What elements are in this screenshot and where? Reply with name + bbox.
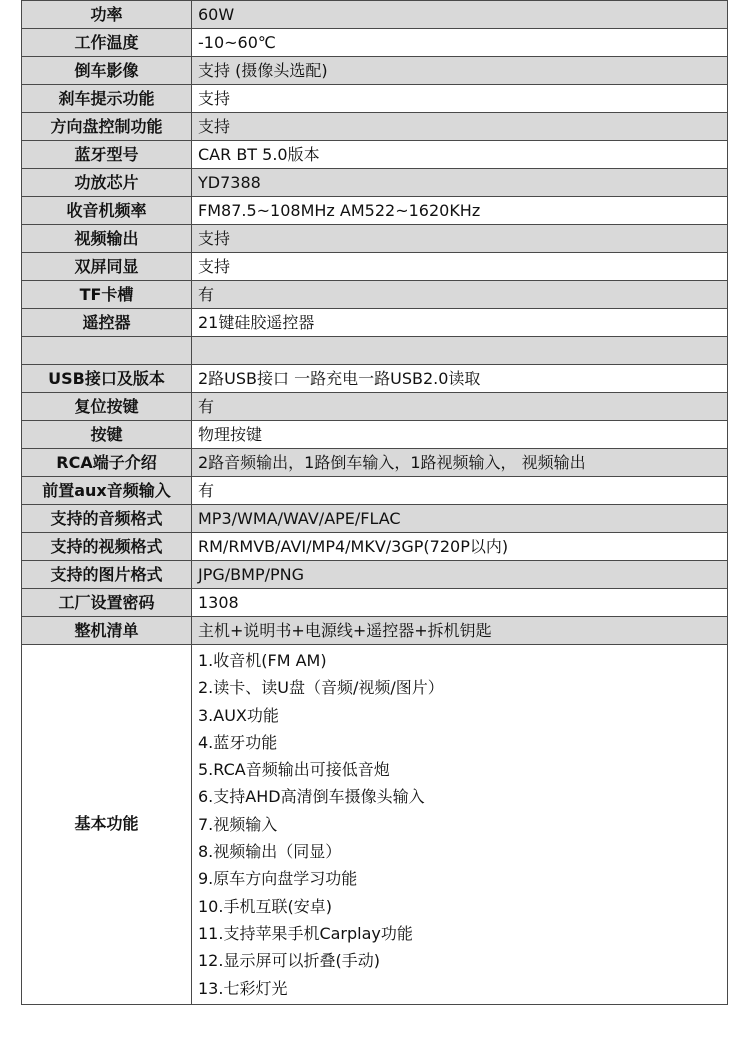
spec-row (22, 141, 728, 169)
basic-functions-list (192, 645, 728, 1005)
spec-label: 工厂设置密码 (22, 589, 192, 617)
spec-row (22, 113, 728, 141)
spec-label: 前置aux音频输入 (22, 477, 192, 505)
spec-value: 有 (192, 281, 728, 309)
spec-row (22, 337, 728, 365)
spec-label: 功放芯片 (22, 169, 192, 197)
spec-value (192, 337, 728, 365)
spec-label: 支持的音频格式 (22, 505, 192, 533)
spec-label: 视频输出 (22, 225, 192, 253)
spec-value: MP3/WMA/WAV/APE/FLAC (192, 505, 728, 533)
spec-label: 整机清单 (22, 617, 192, 645)
spec-row (22, 533, 728, 561)
spec-label: RCA端子介绍 (22, 449, 192, 477)
spec-row (22, 421, 728, 449)
spec-value: 支持 (192, 113, 728, 141)
spec-value: YD7388 (192, 169, 728, 197)
spec-row (22, 57, 728, 85)
feature-item: 4.蓝牙功能 (198, 732, 278, 752)
spec-value: 60W (192, 1, 728, 29)
spec-row (22, 365, 728, 393)
spec-label: 蓝牙型号 (22, 141, 192, 169)
spec-value: RM/RMVB/AVI/MP4/MKV/3GP(720P以内) (192, 533, 728, 561)
spec-row (22, 281, 728, 309)
basic-functions-label: 基本功能 (22, 645, 192, 1005)
spec-label: 支持的视频格式 (22, 533, 192, 561)
feature-item: 2.读卡、读U盘（音频/视频/图片） (198, 678, 444, 698)
spec-value: 21键硅胶遥控器 (192, 309, 728, 337)
spec-label: USB接口及版本 (22, 365, 192, 393)
feature-item: 12.显示屏可以折叠(手动) (198, 951, 380, 971)
spec-label: 支持的图片格式 (22, 561, 192, 589)
spec-value: JPG/BMP/PNG (192, 561, 728, 589)
feature-item: 13.七彩灯光 (198, 978, 288, 998)
spec-row (22, 449, 728, 477)
spec-row (22, 505, 728, 533)
feature-item: 5.RCA音频输出可接低音炮 (198, 760, 390, 780)
spec-row (22, 29, 728, 57)
spec-label: TF卡槽 (22, 281, 192, 309)
spec-value: 1308 (192, 589, 728, 617)
spec-value: 主机+说明书+电源线+遥控器+拆机钥匙 (192, 617, 728, 645)
spec-row (22, 617, 728, 645)
basic-functions-row (22, 645, 728, 1005)
spec-row (22, 197, 728, 225)
feature-item: 1.收音机(FM AM) (198, 651, 327, 670)
spec-value: 有 (192, 393, 728, 421)
spec-table-body (22, 1, 728, 645)
spec-label: 按键 (22, 421, 192, 449)
spec-label: 遥控器 (22, 309, 192, 337)
spec-row (22, 477, 728, 505)
spec-value: 支持 (192, 253, 728, 281)
feature-item: 11.支持苹果手机Carplay功能 (198, 923, 413, 943)
spec-label: 收音机频率 (22, 197, 192, 225)
basic-functions-section (22, 645, 728, 1005)
spec-value: 支持 (摄像头选配) (192, 57, 728, 85)
feature-item: 8.视频输出（同显） (198, 842, 342, 862)
spec-value: 物理按键 (192, 421, 728, 449)
spec-label: 功率 (22, 1, 192, 29)
spec-row (22, 1, 728, 29)
feature-item: 7.视频输入 (198, 814, 278, 834)
spec-label: 方向盘控制功能 (22, 113, 192, 141)
spec-row (22, 169, 728, 197)
spec-value: FM87.5~108MHz AM522~1620KHz (192, 197, 728, 225)
spec-row (22, 561, 728, 589)
spec-value: 2路音频输出，1路倒车输入，1路视频输入， 视频输出 (192, 449, 728, 477)
feature-item: 6.支持AHD高清倒车摄像头输入 (198, 787, 425, 807)
spec-value: 2路USB接口 一路充电一路USB2.0读取 (192, 365, 728, 393)
spec-row (22, 253, 728, 281)
spec-label: 刹车提示功能 (22, 85, 192, 113)
spec-row (22, 225, 728, 253)
spec-label: 复位按键 (22, 393, 192, 421)
spec-value: 有 (192, 477, 728, 505)
feature-item: 9.原车方向盘学习功能 (198, 869, 358, 889)
feature-item: 10.手机互联(安卓) (198, 896, 332, 916)
spec-value: CAR BT 5.0版本 (192, 141, 728, 169)
feature-item: 3.AUX功能 (198, 705, 279, 725)
spec-row (22, 393, 728, 421)
spec-label: 工作温度 (22, 29, 192, 57)
spec-value: 支持 (192, 85, 728, 113)
spec-value: 支持 (192, 225, 728, 253)
spec-table (21, 0, 728, 1005)
spec-label: 双屏同显 (22, 253, 192, 281)
spec-value: -10~60℃ (192, 29, 728, 57)
spec-label (22, 337, 192, 365)
spec-row (22, 309, 728, 337)
spec-label: 倒车影像 (22, 57, 192, 85)
spec-row (22, 589, 728, 617)
spec-row (22, 85, 728, 113)
